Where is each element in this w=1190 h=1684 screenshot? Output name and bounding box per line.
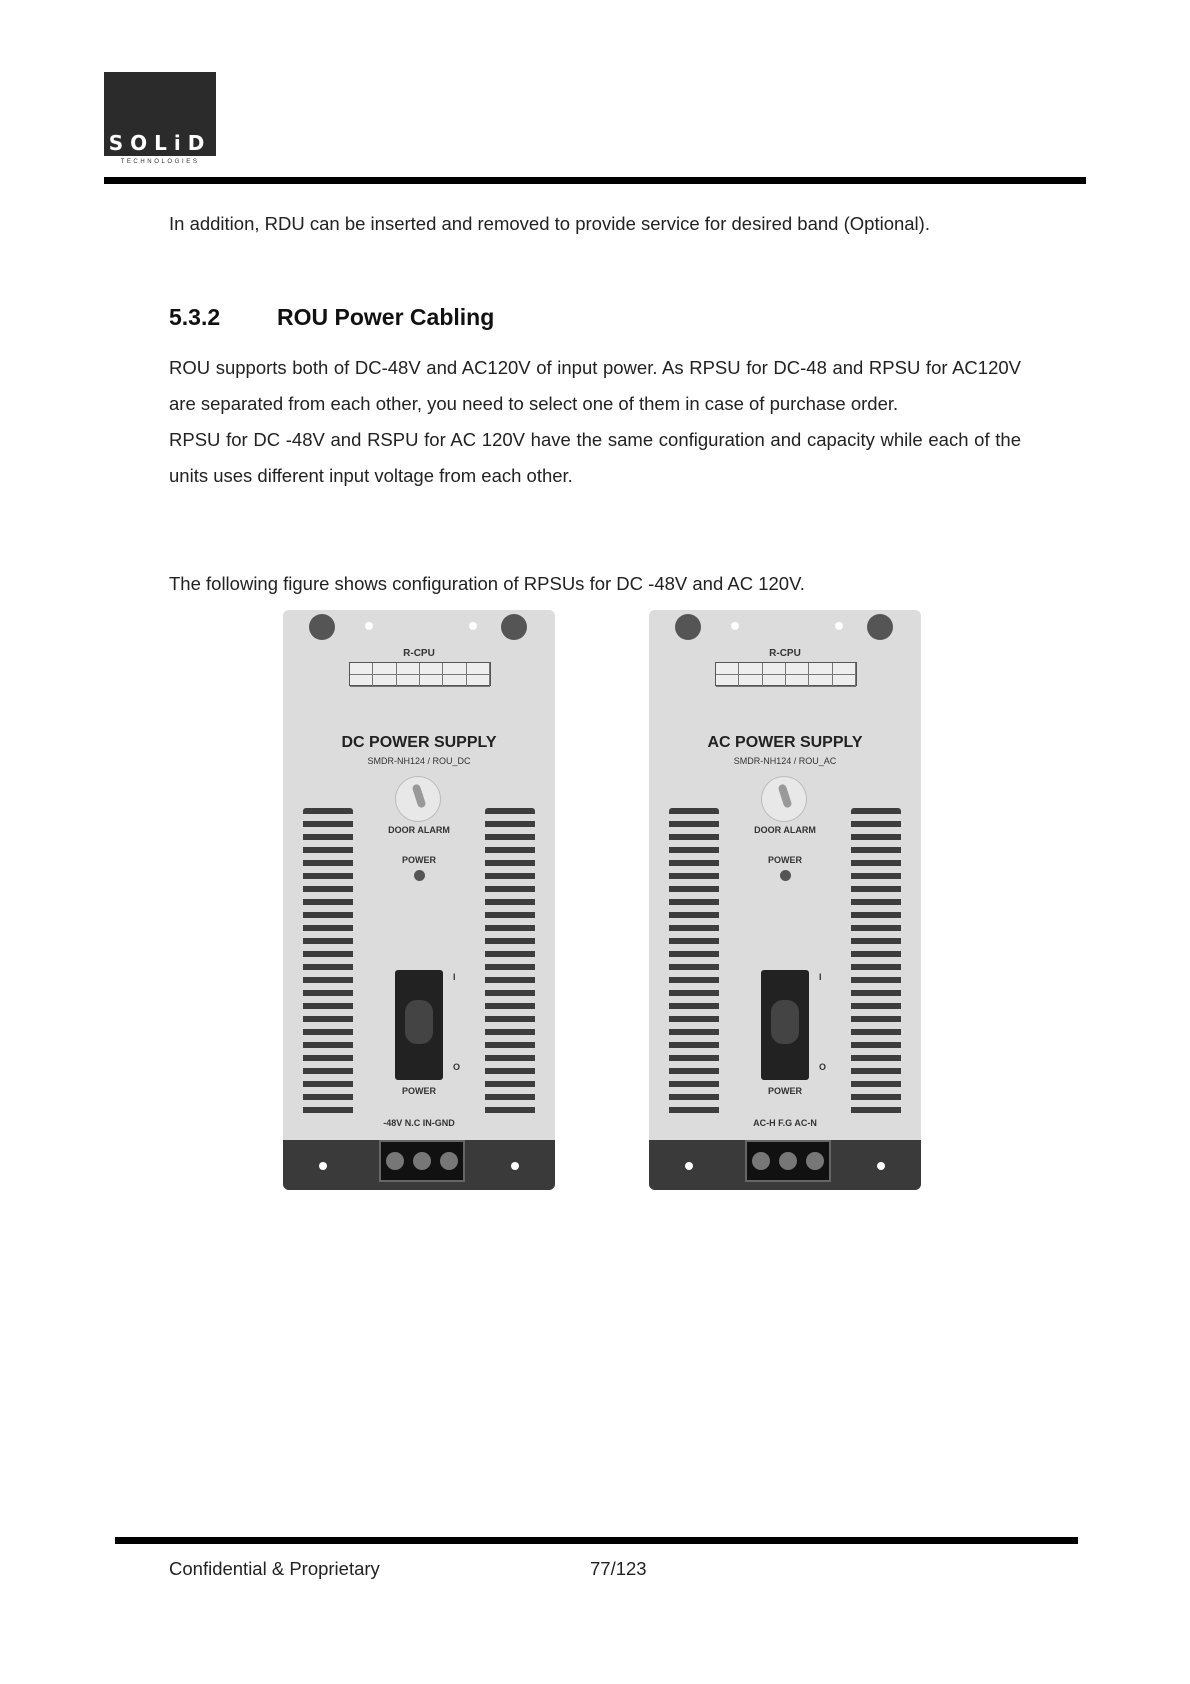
cpu-connector-table [715,662,857,686]
power-switch-label: POWER [401,1086,436,1096]
dc-power-supply-panel [283,610,555,1190]
mount-hole-icon [469,622,477,630]
page-number: 77/123 [590,1558,647,1579]
power-switch-icon [395,970,443,1080]
footer-rule [115,1537,1078,1544]
door-alarm-label: DOOR ALARM [754,825,816,835]
cpu-label: R-CPU [403,648,435,659]
panel-model: SMDR-NH124 / ROU_AC [733,756,837,766]
vent-grille [669,808,719,1116]
vent-grille [303,808,353,1116]
panel-bottom [649,1140,921,1190]
rpsu-figure [283,610,923,1192]
power-led-label: POWER [401,855,436,865]
mount-hole-icon [731,622,739,630]
mount-hole-icon [511,1162,519,1170]
ac-power-supply-panel [649,610,921,1190]
vent-grille [485,808,535,1116]
header-rule [104,177,1086,184]
thumbscrew-icon [867,614,893,640]
power-led-label: POWER [767,855,802,865]
section-number: 5.3.2 [169,304,221,330]
power-led-icon [414,870,425,881]
section-title: ROU Power Cabling [277,304,495,330]
panel-title: AC POWER SUPPLY [707,734,863,751]
panel-title: DC POWER SUPPLY [341,734,497,751]
cpu-connector-table [349,662,491,686]
mount-hole-icon [877,1162,885,1170]
thumbscrew-icon [309,614,335,640]
thumbscrew-icon [501,614,527,640]
logo-subtext: TECHNOLOGIES [104,156,216,168]
power-switch-label: POWER [767,1086,802,1096]
figure-caption: The following figure shows configuration of RPSUs for DC -48V and AC 120V. [169,573,805,594]
on-mark: I [819,972,822,982]
terminal-labels: -48V N.C IN-GND [383,1118,455,1128]
panel-bottom [283,1140,555,1190]
mount-hole-icon [835,622,843,630]
door-alarm-label: DOOR ALARM [388,825,450,835]
panel-model: SMDR-NH124 / ROU_DC [367,756,471,766]
mount-hole-icon [319,1162,327,1170]
off-mark: O [819,1062,827,1072]
off-mark: O [453,1062,461,1072]
thumbscrew-icon [675,614,701,640]
mount-hole-icon [685,1162,693,1170]
intro-paragraph: In addition, RDU can be inserted and removed to provide service for desired band (Optional). [169,213,930,234]
terminal-block-icon [745,1140,831,1182]
terminal-block-icon [379,1140,465,1182]
on-mark: I [453,972,456,982]
logo-text: SOLiD [108,131,212,155]
door-alarm-toggle-icon [395,776,441,822]
vent-grille [851,808,901,1116]
cpu-label: R-CPU [769,648,801,659]
paragraph-1: ROU supports both of DC-48V and AC120V of input power. As RPSU for DC-48 and RPSU for AC120V are separated from each other, you need to select one of them in case of purchase order. [169,357,1021,414]
terminal-labels: AC-H F.G AC-N [753,1118,817,1128]
power-switch-icon [761,970,809,1080]
body-text [169,350,1021,494]
door-alarm-toggle-icon [761,776,807,822]
paragraph-2: RPSU for DC -48V and RSPU for AC 120V have the same configuration and capacity while each of the units uses different input voltage from each other. [169,429,1021,486]
power-led-icon [780,870,791,881]
mount-hole-icon [365,622,373,630]
footer-confidential: Confidential & Proprietary [169,1558,380,1579]
